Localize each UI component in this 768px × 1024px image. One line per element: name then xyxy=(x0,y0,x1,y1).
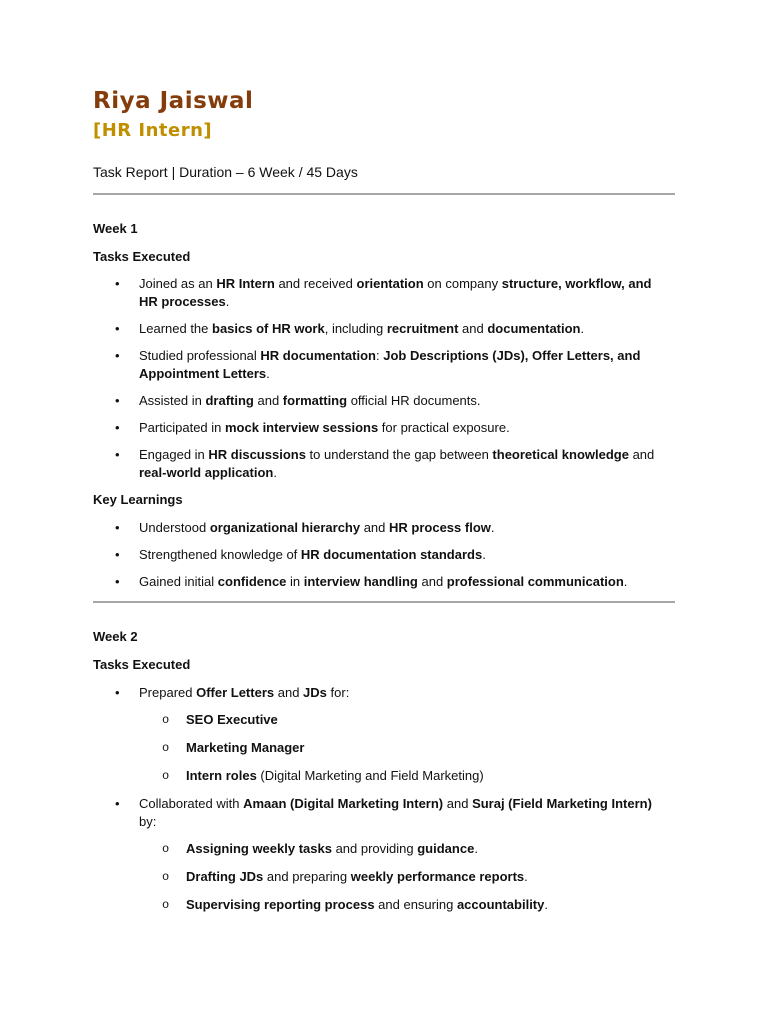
text: . xyxy=(524,869,528,884)
text: , including xyxy=(324,321,387,336)
text: and xyxy=(360,520,390,535)
list-item xyxy=(0,684,667,702)
bold-text: accountability xyxy=(456,897,545,912)
week2-tasks-list xyxy=(0,684,768,914)
text: Understood xyxy=(139,520,210,535)
text: Collaborated with xyxy=(139,796,244,811)
list-item xyxy=(0,573,667,591)
bold-text: professional communication xyxy=(446,574,624,589)
week1-learnings-list xyxy=(0,519,768,591)
text: official HR documents. xyxy=(347,393,481,408)
text: . xyxy=(580,321,585,336)
text: and xyxy=(274,685,304,700)
bold-text: Marketing Manager xyxy=(186,740,305,755)
text: Joined as an xyxy=(139,276,217,291)
week-title: Week 2 xyxy=(93,629,138,644)
text: . xyxy=(544,897,548,912)
bold-text: HR documentation standards xyxy=(300,547,483,562)
sub-list-item xyxy=(0,767,666,785)
bold-text: structure, workflow, and HR processes xyxy=(139,276,652,309)
text: Strengthened knowledge of xyxy=(139,547,301,562)
text: and ensuring xyxy=(374,897,457,912)
text: and received xyxy=(274,276,357,291)
divider xyxy=(93,601,675,603)
bold-text: theoretical knowledge xyxy=(492,447,629,462)
text: . xyxy=(266,366,270,381)
text: for: xyxy=(326,685,350,700)
bold-text: organizational hierarchy xyxy=(209,520,361,535)
list-item xyxy=(0,519,667,537)
text: and xyxy=(458,321,488,336)
text: for practical exposure. xyxy=(378,420,510,435)
bold-text: formatting xyxy=(282,393,348,408)
bold-text: interview handling xyxy=(303,574,418,589)
list-item xyxy=(0,446,667,482)
list-item xyxy=(0,275,667,311)
bold-text: Intern roles xyxy=(186,768,257,783)
bold-text: HR Intern xyxy=(216,276,275,291)
week-title: Week 1 xyxy=(93,221,138,236)
text: . xyxy=(490,520,495,535)
list-item xyxy=(0,347,667,383)
text: . xyxy=(225,294,230,309)
list-item xyxy=(0,392,667,410)
bold-text: drafting xyxy=(205,393,254,408)
bold-text: recruitment xyxy=(386,321,459,336)
bold-text: mock interview sessions xyxy=(225,420,379,435)
text: : xyxy=(375,348,384,363)
bold-text: orientation xyxy=(356,276,424,291)
sub-list-item xyxy=(0,896,666,914)
sub-list-item xyxy=(0,739,666,757)
text: and xyxy=(443,796,473,811)
text: and xyxy=(417,574,447,589)
text: Prepared xyxy=(139,685,197,700)
text: Participated in xyxy=(139,420,225,435)
bold-text: Amaan (Digital Marketing Intern) xyxy=(243,796,444,811)
bold-text: JDs xyxy=(303,685,327,700)
divider xyxy=(93,193,675,195)
bold-text: guidance xyxy=(417,841,475,856)
text: and preparing xyxy=(263,869,351,884)
candidate-name: Riya Jaiswal xyxy=(93,88,254,114)
bold-text: Job Descriptions (JDs), Offer Letters, and Appointment Letters xyxy=(139,348,641,381)
text: and providing xyxy=(331,841,418,856)
bold-text: real-world application xyxy=(139,465,274,480)
candidate-role: [HR Intern] xyxy=(93,120,213,141)
bold-text: weekly performance reports xyxy=(350,869,525,884)
sub-list-item xyxy=(0,840,666,858)
list-item xyxy=(0,795,667,831)
text: on company xyxy=(423,276,502,291)
sub-list-item xyxy=(0,868,666,886)
section-heading: Tasks Executed xyxy=(93,657,191,672)
bold-text: documentation xyxy=(487,321,581,336)
bold-text: SEO Executive xyxy=(186,712,278,727)
bold-text: HR documentation xyxy=(260,348,376,363)
bold-text: Supervising reporting process xyxy=(186,897,375,912)
text: . xyxy=(474,841,478,856)
text: . xyxy=(482,547,486,562)
text: Learned the xyxy=(139,321,213,336)
section-heading: Key Learnings xyxy=(93,492,183,507)
list-item xyxy=(0,419,667,437)
text: and xyxy=(253,393,283,408)
text: by: xyxy=(139,814,157,829)
bold-text: Suraj (Field Marketing Intern) xyxy=(472,796,652,811)
text: Gained initial xyxy=(139,574,218,589)
text: Studied professional xyxy=(139,348,261,363)
text: to understand the gap between xyxy=(305,447,493,462)
text: and xyxy=(628,447,655,462)
bold-text: Assigning weekly tasks xyxy=(186,841,332,856)
text: (Digital Marketing and Field Marketing) xyxy=(256,768,484,783)
bold-text: basics of HR work xyxy=(212,321,325,336)
text: Assisted in xyxy=(139,393,206,408)
text: Engaged in xyxy=(139,447,209,462)
bold-text: Offer Letters xyxy=(196,685,275,700)
sub-list-item xyxy=(0,711,666,729)
text: in xyxy=(286,574,304,589)
section-heading: Tasks Executed xyxy=(93,249,191,264)
text: . xyxy=(273,465,277,480)
week1-tasks-list xyxy=(0,275,768,482)
list-item xyxy=(0,546,667,564)
bold-text: confidence xyxy=(217,574,287,589)
text: . xyxy=(623,574,628,589)
bold-text: HR process flow xyxy=(389,520,491,535)
bold-text: HR discussions xyxy=(208,447,306,462)
report-duration-line: Task Report | Duration – 6 Week / 45 Days xyxy=(93,164,358,180)
list-item xyxy=(0,320,667,338)
bold-text: Drafting JDs xyxy=(186,869,264,884)
